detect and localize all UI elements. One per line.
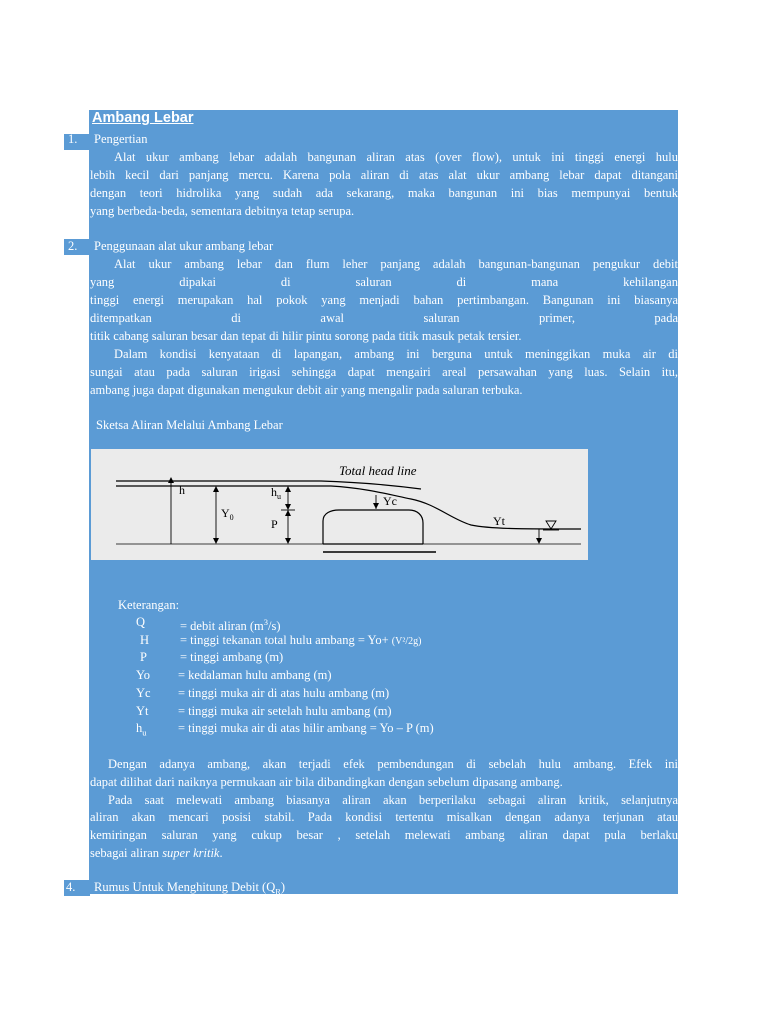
legend-symbol: Yo xyxy=(136,668,151,682)
paragraph-line: ambang juga dapat digunakan mengukur debit air yang mengalir pada saluran terbuka. xyxy=(90,383,523,397)
legend-symbol: Yt xyxy=(136,704,149,718)
paragraph-line: dapat dilihat dari naiknya permukaan air bila dibandingkan dengan sebelum dipasang ambang. xyxy=(90,775,563,789)
legend-symbol: Yc xyxy=(136,686,151,700)
section-heading: Sketsa Aliran Melalui Ambang Lebar xyxy=(96,418,283,432)
weir-body xyxy=(323,510,423,544)
yt-label: Yt xyxy=(493,514,505,528)
paragraph-line: yang dipakai di saluran di mana kehilangan xyxy=(90,275,678,289)
h-label: h xyxy=(179,483,185,497)
section-number: 4. xyxy=(66,880,76,894)
section-heading: Pengertian xyxy=(94,132,148,146)
paragraph-line: Pada saat melewati ambang biasanya aliran akan berperilaku sebagai aliran kritik, selanjutnya xyxy=(108,793,678,807)
broad-crested-weir-sketch xyxy=(91,449,588,560)
section-number: 3. xyxy=(72,418,82,432)
legend-desc: = tinggi muka air setelah hulu ambang (m) xyxy=(178,704,392,718)
paragraph-line: Alat ukur ambang lebar adalah bangunan aliran atas (over flow), untuk ini tinggi energi hulu xyxy=(114,150,678,164)
legend-symbol: Q xyxy=(136,615,146,629)
total-head-line-curve xyxy=(321,481,421,489)
paragraph-line: yang berbeda-beda, sementara debitnya tetap serupa. xyxy=(90,204,355,218)
legend-desc: = kedalaman hulu ambang (m) xyxy=(178,668,332,682)
weir-diagram-svg xyxy=(91,449,588,560)
legend-desc: = debit aliran $(m^3/s)$ xyxy=(180,617,281,634)
paragraph-line: Alat ukur ambang lebar dan flum leher panjang adalah bangunan-bangunan pengukur debit xyxy=(114,257,678,271)
paragraph-line: aliran akan mencari posisi stabil. Pada kondisi tertentu misalkan dengan adanya terjunan atau xyxy=(90,810,678,824)
paragraph-line: lebih kecil dari panjang mercu. Karena pola aliran di atas alat ukur ambang lebar dapat ditangani xyxy=(90,168,678,182)
paragraph-line: dengan teori hidrolika yang sudah ada sekarang, maka bangunan ini bias mempunyai bentuk xyxy=(90,186,678,200)
section-number: 2. xyxy=(68,239,78,253)
paragraph-line: tinggi energi merupakan hal pokok yang menjadi bahan pertimbangan. Bangunan ini biasanya xyxy=(90,293,678,307)
legend-desc: = tinggi muka air di atas hilir ambang = Yo – P (m) xyxy=(178,721,434,735)
legend-symbol: H xyxy=(140,633,150,647)
yc-label: Yc xyxy=(383,494,397,508)
total-head-label: Total head line xyxy=(339,463,417,478)
legend-symbol: $h_u$ xyxy=(136,721,147,738)
y0-label: $Y_0$ xyxy=(221,506,234,522)
page-title: Ambang Lebar xyxy=(92,110,194,126)
legend-desc: = tinggi muka air di atas hulu ambang (m) xyxy=(178,686,390,700)
legend-desc: = tinggi ambang (m) xyxy=(180,650,284,664)
section-number: 1. xyxy=(68,132,78,146)
paragraph-line: kemiringan saluran yang cukup besar , setelah melewati ambang aliran dapat pula berlaku xyxy=(90,828,678,842)
legend-symbol: P xyxy=(140,650,147,664)
legend-heading: Keterangan: xyxy=(118,598,180,612)
legend-desc: = tinggi tekanan total hulu ambang = Yo+ (V²/2g) xyxy=(180,633,422,647)
paragraph-line: sebagai aliran super kritik. xyxy=(90,846,223,860)
p-label: P xyxy=(271,517,278,531)
hu-label: $h_u$ xyxy=(271,485,281,501)
paragraph-line: ditempatkan di awal saluran primer, pada xyxy=(90,311,678,325)
water-surface-profile xyxy=(331,486,581,529)
paragraph-line: titik cabang saluran besar dan tepat di hilir pintu sorong pada titik masuk petak tersier. xyxy=(90,329,522,343)
section-heading: Penggunaan alat ukur ambang lebar xyxy=(94,239,274,253)
paragraph-line: Dalam kondisi kenyataan di lapangan, ambang ini berguna untuk meninggikan muka air di xyxy=(114,347,678,361)
paragraph-line: Dengan adanya ambang, akan terjadi efek pembendungan di sebelah hulu ambang. Efek ini xyxy=(108,757,678,771)
paragraph-line: sungai atau pada saluran irigasi sehingga dapat mengairi areal persawahan yang luas. Selain itu, xyxy=(90,365,678,379)
section-heading: Rumus Untuk Menghitung Debit $(Q_R)$ xyxy=(94,880,286,897)
